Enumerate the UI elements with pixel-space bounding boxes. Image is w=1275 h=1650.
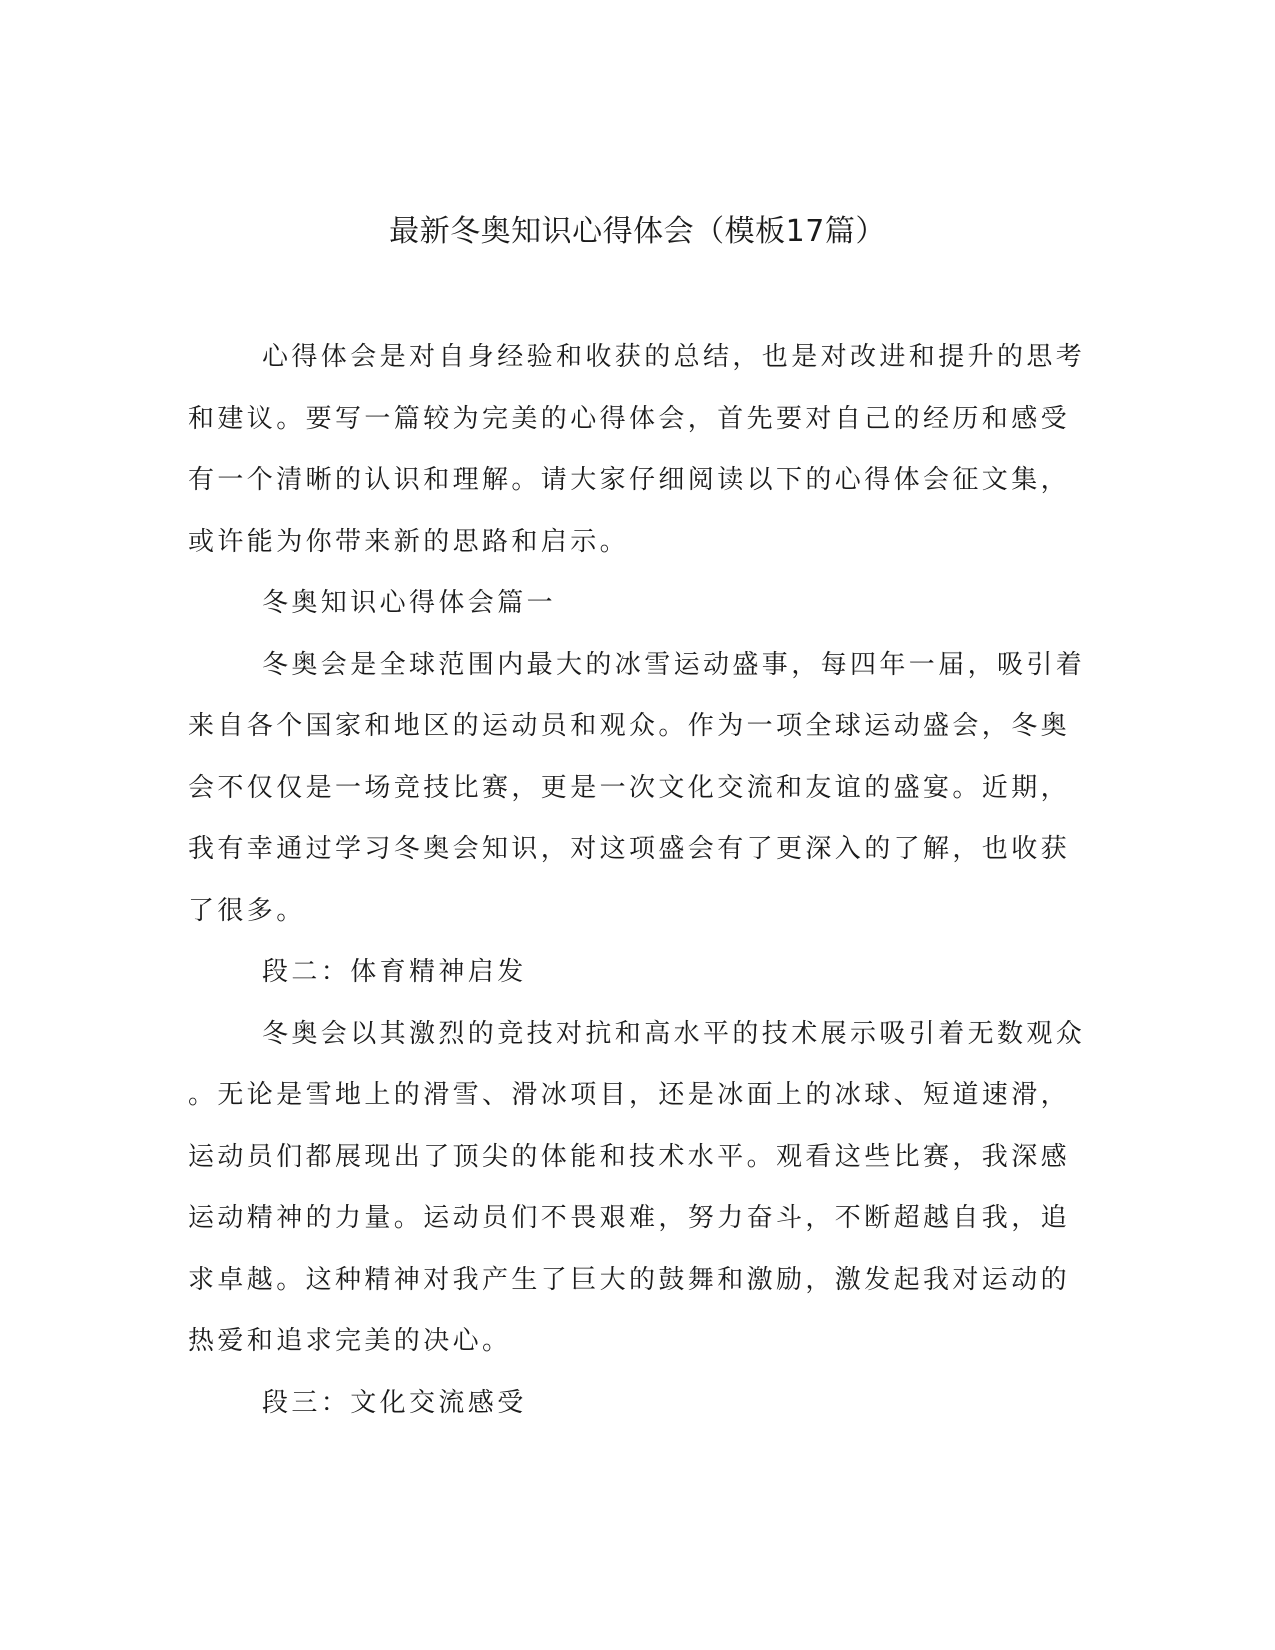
intro-line: 和建议。要写一篇较为完美的心得体会，首先要对自己的经历和感受	[188, 403, 1071, 434]
section-one-line: 冬奥会是全球范围内最大的冰雪运动盛事，每四年一届，吸引着	[262, 649, 1086, 680]
intro-line: 有一个清晰的认识和理解。请大家仔细阅读以下的心得体会征文集，	[188, 465, 1071, 495]
part-two-heading: 段二：体育精神启发	[262, 957, 527, 987]
part-two-paragraph	[188, 1004, 1086, 1373]
section-one-line: 我有幸通过学习冬奥会知识，对这项盛会有了更深入的了解，也收获	[188, 834, 1071, 864]
section-one-line: 了很多。	[188, 895, 306, 926]
part-two-line: 运动精神的力量。运动员们不畏艰难，努力奋斗，不断超越自我，追	[188, 1203, 1071, 1233]
part-two-line: 。无论是雪地上的滑雪、滑冰项目，还是冰面上的冰球、短道速滑，	[188, 1080, 1071, 1110]
intro-line: 或许能为你带来新的思路和启示。	[188, 526, 630, 557]
part-two-line: 运动员们都展现出了顶尖的体能和技术水平。观看这些比赛，我深感	[188, 1141, 1071, 1172]
part-three-heading: 段三：文化交流感受	[262, 1387, 527, 1418]
section-one-heading: 冬奥知识心得体会篇一	[262, 588, 557, 618]
section-one-line: 来自各个国家和地区的运动员和观众。作为一项全球运动盛会，冬奥	[188, 711, 1071, 741]
part-two-line: 求卓越。这种精神对我产生了巨大的鼓舞和激励，激发起我对运动的	[188, 1264, 1071, 1295]
document-title: 最新冬奥知识心得体会（模板17篇）	[389, 214, 886, 249]
intro-line: 心得体会是对自身经验和收获的总结，也是对改进和提升的思考	[262, 342, 1086, 372]
part-two-line: 冬奥会以其激烈的竞技对抗和高水平的技术展示吸引着无数观众	[262, 1018, 1086, 1049]
part-two-line: 热爱和追求完美的决心。	[188, 1326, 512, 1356]
document-body	[188, 327, 1086, 1434]
intro-paragraph	[188, 327, 1086, 573]
section-one-line: 会不仅仅是一场竞技比赛，更是一次文化交流和友谊的盛宴。近期，	[188, 772, 1071, 803]
section-one-paragraph	[188, 635, 1086, 943]
